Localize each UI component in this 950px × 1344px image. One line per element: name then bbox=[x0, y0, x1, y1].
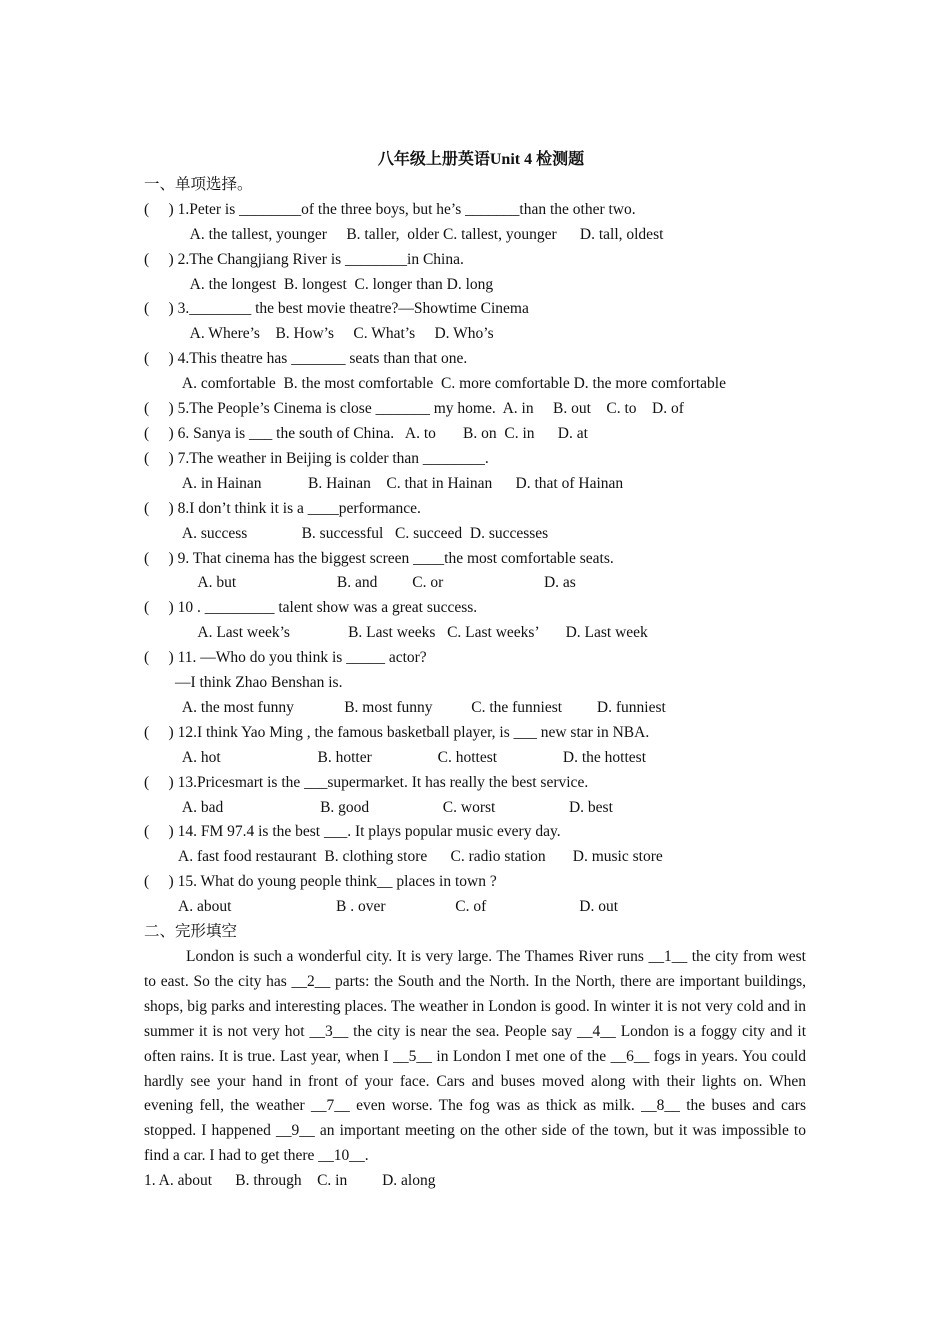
question-options: A. fast food restaurant B. clothing store C. radio station D. music store bbox=[144, 848, 663, 866]
question-stem: ( ) 8.I don’t think it is a ____performance. bbox=[144, 499, 421, 517]
question-options: A. hot B. hotter C. hottest D. the hottest bbox=[144, 748, 647, 766]
question-stem: ( ) 15. What do young people think__ places in town ? bbox=[144, 873, 497, 891]
question-options: A. Where’s B. How’s C. What’s D. Who’s bbox=[144, 325, 494, 343]
cloze-options bbox=[144, 1169, 806, 1194]
question-stem: ( ) 2.The Changjiang River is ________in China. bbox=[144, 250, 464, 268]
question-options: A. in Hainan B. Hainan C. that in Hainan D. that of Hainan bbox=[144, 474, 624, 492]
question-options: A. bad B. good C. worst D. best bbox=[144, 798, 613, 816]
question-stem: ( ) 14. FM 97.4 is the best ___. It plays popular music every day. bbox=[144, 823, 561, 841]
question-stem: ( ) 1.Peter is ________of the three boys, but he’s _______than the other two. bbox=[144, 200, 636, 218]
question-stem: ( ) 4.This theatre has _______ seats than that one. bbox=[144, 350, 468, 368]
question-stem: ( ) 11. —Who do you think is _____ actor? bbox=[144, 649, 427, 667]
multiple-choice-questions bbox=[144, 198, 806, 920]
question-options: A. the most funny B. most funny C. the funniest D. funniest bbox=[144, 698, 666, 716]
question-options: —I think Zhao Benshan is. bbox=[144, 674, 343, 692]
question-options: A. the longest B. longest C. longer than D. long bbox=[144, 275, 494, 293]
question-stem: ( ) 10 . _________ talent show was a great success. bbox=[144, 599, 478, 617]
cloze-option-line: 1. A. about B. through C. in D. along bbox=[144, 1172, 436, 1190]
question-options: A. about B . over C. of D. out bbox=[144, 898, 619, 916]
section-heading-cloze: 二、完形填空 bbox=[144, 923, 238, 941]
question-options: A. success B. successful C. succeed D. successes bbox=[144, 524, 549, 542]
section-heading-multiple-choice: 一、单项选择。 bbox=[144, 175, 253, 193]
question-stem: ( ) 7.The weather in Beijing is colder than ________. bbox=[144, 449, 489, 467]
question-stem: ( ) 5.The People’s Cinema is close _______ my home. A. in B. out C. to D. of bbox=[144, 400, 684, 418]
question-stem: ( ) 13.Pricesmart is the ___supermarket. It has really the best service. bbox=[144, 773, 589, 791]
question-options: A. the tallest, younger B. taller, older C. tallest, younger D. tall, oldest bbox=[144, 225, 664, 243]
document-title: 八年级上册英语Unit 4 检测题 bbox=[377, 151, 585, 168]
question-options: A. comfortable B. the most comfortable C. more comfortable D. the more comfortable bbox=[144, 375, 726, 393]
document-content bbox=[144, 148, 806, 1194]
question-options: A. Last week’s B. Last weeks C. Last weeks’ D. Last week bbox=[144, 624, 648, 642]
question-stem: ( ) 12.I think Yao Ming , the famous basketball player, is ___ new star in NBA. bbox=[144, 723, 650, 741]
question-stem: ( ) 3.________ the best movie theatre?—Showtime Cinema bbox=[144, 300, 529, 318]
cloze-passage: London is such a wonderful city. It is very large. The Thames River runs __1__ the city from west to east. So the city has __2__ parts: the South and the North. In the North, there are important buildings, shops, big parks and interesting places. The weather in London is good. In winter it is not very cold and in summer it is not very hot __3__ the city is near the sea. People say __4__ London is a foggy city and it often rains. It is true. Last year, when I __5__ in London I met one of the __6__ fogs in years. You could hardly see your hand in front of your face. Cars and buses moved along with their lights on. When evening fell, the weather __7__ even worse. The fog was as thick as milk. __8__ the buses and cars stopped. I happened __9__ an important meeting on the other side of the town, but it was impossible to find a car. I had to get there __10__. bbox=[144, 948, 806, 1165]
question-options: A. but B. and C. or D. as bbox=[144, 574, 576, 592]
question-stem: ( ) 9. That cinema has the biggest screen ____the most comfortable seats. bbox=[144, 549, 614, 567]
question-stem: ( ) 6. Sanya is ___ the south of China. A. to B. on C. in D. at bbox=[144, 424, 588, 442]
